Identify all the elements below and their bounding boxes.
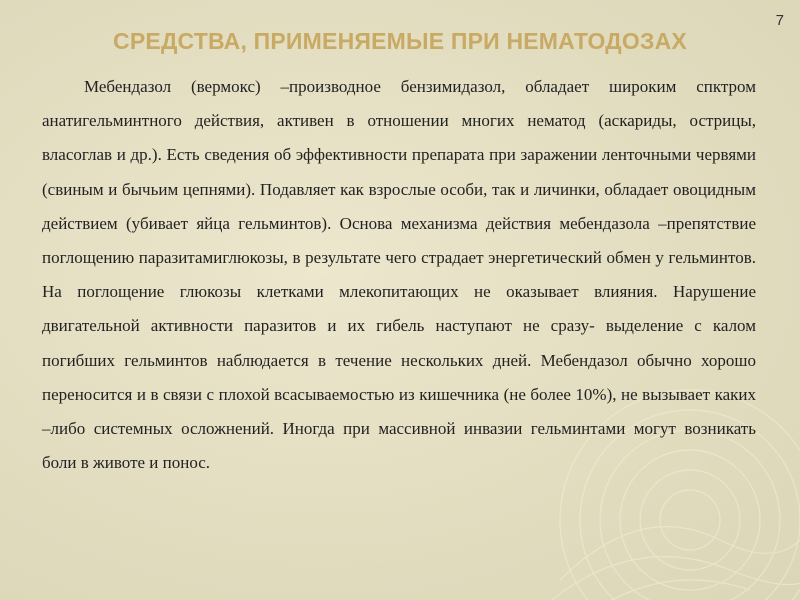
body-paragraph: Мебендазол (вермокс) –производное бензимидазол, обладает широким спктром анатигельминтного действия, активен в отношении многих нематод (аскариды, острицы, власоглав и др.). Есть сведения об эффективности препарата при заражении ленточными червями (свиным и бычьим цепнями). Подавляет как взрослые особи, так и личинки, обладает овоцидным действием (убивает яйца гельминтов). Основа механизма действия мебендазола –препятствие поглощению паразитамиглюкозы, в результате чего страдает энергетический обмен у гельминтов. На поглощение глюкозы клетками млекопитающих не оказывает влияния. Нарушение двигательной активности паразитов и их гибель наступают не сразу- выделение с калом погибших гельминтов наблюдается в течение нескольких дней. Мебендазол обычно хорошо переносится и в связи с плохой всасываемостью из кишечника (не более 10%), не вызывает каких –либо системных осложнений. Иногда при массивной инвазии гельминтами могут возникать боли в животе и понос.	[42, 77, 756, 473]
page-number: 7	[775, 12, 784, 29]
slide-title: СРЕДСТВА, ПРИМЕНЯЕМЫЕ ПРИ НЕМАТОДОЗАХ	[113, 28, 687, 54]
